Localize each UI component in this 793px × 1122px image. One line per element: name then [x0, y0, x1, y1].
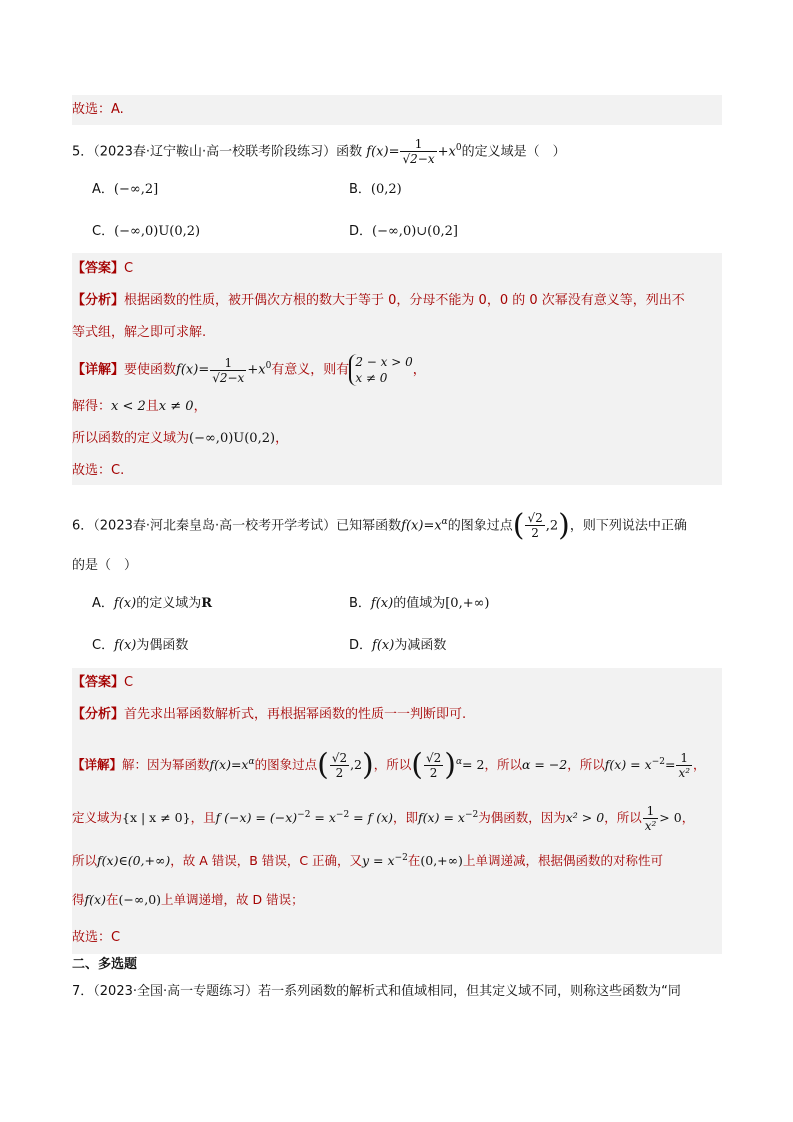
- answer-block-q4: [72, 95, 722, 125]
- q6-point-fraction: [525, 511, 544, 540]
- q5-option-c-label: C．: [92, 224, 115, 239]
- q6-d3-exp: −2: [394, 853, 408, 863]
- q5-system-row1: 2 − x > 0: [355, 355, 413, 369]
- q5-analysis-text1: 根据函数的性质，被开偶次方根的数大于等于 0，分母不能为 0，0 的 0 次幂没有意义等，列出不: [124, 293, 685, 308]
- q6-stem-line1: [72, 506, 687, 542]
- q6-d1-i: −2: [651, 757, 665, 767]
- q6-d2-e3: −2: [464, 810, 479, 820]
- q5-solution-line1: [72, 397, 207, 417]
- q7-number: 7．: [72, 984, 94, 999]
- q6-option-a-math: f(x): [113, 596, 137, 611]
- q6-d2-l: ，所以: [604, 810, 642, 826]
- q6-d4-a: 得: [72, 892, 85, 907]
- q6-option-b-text: 的值域为: [393, 596, 446, 611]
- q5-detail-tag: 【详解】: [72, 362, 125, 378]
- q5-detail-text-a: 要使函数: [124, 362, 177, 378]
- q5-detail-text-c: ，: [412, 362, 426, 378]
- q6-d1-pt-tail: ,2: [350, 757, 363, 773]
- q6-option-c-math: f(x): [114, 638, 137, 653]
- q6-point-right-paren: ): [558, 507, 570, 543]
- q5-sol1-b: x < 2: [111, 399, 146, 414]
- q6-d1-function: f(x)=x: [209, 757, 249, 773]
- q6-option-d-label: D．: [349, 638, 373, 653]
- q6-d1-k-num: 1: [676, 751, 692, 766]
- q6-point-tail: ,2: [545, 518, 559, 534]
- section-title: 二、多选题: [72, 957, 138, 972]
- q5-source: （2023春·辽宁鞍山·高一校联考阶段练习）: [93, 144, 337, 160]
- q6-d1-e: ，所以: [484, 757, 522, 773]
- q5-fraction: [400, 137, 436, 166]
- q5-system-row2: x ≠ 0: [355, 371, 388, 385]
- q5-option-b[interactable]: [349, 180, 402, 200]
- q6-option-c-text: 为偶函数: [136, 638, 189, 653]
- q6-d4-d: (−∞,0): [118, 892, 162, 907]
- q6-d1-rparen2: ): [444, 747, 456, 783]
- q5-plus-term: +x: [437, 144, 456, 160]
- q6-d2-j: 为偶函数，因为: [478, 810, 566, 826]
- q6-d1-lparen2: (: [411, 747, 423, 783]
- q5-option-d-label: D．: [349, 224, 373, 239]
- q5-answer: [72, 259, 133, 279]
- q6-analysis-text: 首先求出幂函数解析式，再根据幂函数的性质一一判断即可.: [124, 707, 467, 722]
- q6-d1-g: ，所以: [567, 757, 605, 773]
- q6-d1-c: ，所以: [373, 757, 412, 773]
- q6-d1-k-frac: [676, 751, 692, 780]
- q6-d2-frac-den: x²: [644, 819, 657, 834]
- q6-option-a-set: R: [201, 596, 213, 611]
- q6-d2-n: ，: [681, 810, 695, 826]
- q6-d2-c: ，且: [190, 810, 216, 826]
- q4-final-answer: 故选：A.: [72, 102, 124, 117]
- q6-stem-text-b: 的图象过点: [447, 518, 513, 534]
- q6-stem-text-c: ，则下列说法中正确: [569, 518, 687, 534]
- q6-d2-d: f (−x) = (−x): [215, 810, 298, 826]
- q6-d3-b: f(x)∈(0,+∞): [97, 853, 171, 869]
- q5-analysis-line2: 等式组，解之即可求解.: [72, 325, 207, 340]
- q5-number: 5．: [72, 144, 94, 160]
- q5-option-d[interactable]: [349, 222, 458, 242]
- q7-source: （2023·全国·高一专题练习）: [93, 984, 259, 999]
- q5-detail-line: [72, 354, 426, 386]
- q6-d4-c: 在: [105, 892, 119, 907]
- q5-option-c-text: (−∞,0)U(0,2): [114, 224, 201, 239]
- q6-detail-line3: [72, 848, 663, 871]
- q6-analysis-tag: 【分析】: [72, 707, 125, 722]
- q6-d2-frac: [643, 804, 659, 833]
- q5-sol2-c: ，: [275, 431, 289, 446]
- q6-option-a-text: 的定义域为: [136, 596, 202, 611]
- q6-answer: [72, 673, 133, 693]
- q6-d2-g: = f (x): [349, 810, 394, 826]
- q5-detail-fraction: [210, 356, 246, 385]
- q6-d1-pt-num: √2: [331, 751, 348, 766]
- q5-detail-exp: 0: [265, 361, 272, 372]
- q6-d1-b: 的图象过点: [254, 757, 318, 773]
- q6-d2-b: {x | x ≠ 0}: [122, 810, 191, 826]
- q6-d3-f: (0,+∞): [420, 853, 463, 869]
- q6-d2-e: −2: [297, 810, 311, 820]
- q5-final-answer: 故选：C.: [72, 463, 125, 478]
- q5-inequality-system: [349, 354, 412, 386]
- q5-frac-den: √2−x: [402, 152, 435, 167]
- q6-d1-rparen: ): [362, 747, 374, 783]
- q6-d2-e2: −2: [335, 810, 350, 820]
- q5-option-c[interactable]: [92, 222, 200, 242]
- q5-sol1-e: ，: [193, 399, 207, 414]
- q6-d1-pt-den: 2: [335, 766, 344, 781]
- q5-sol1-a: 解得：: [72, 399, 112, 414]
- q5-detail-plus: +x: [247, 362, 266, 378]
- q6-d1-base-frac: [424, 751, 443, 780]
- q6-stem-text-a: 已知幂函数: [336, 518, 402, 534]
- q5-sol2-a: 所以函数的定义域为: [72, 431, 190, 446]
- q7-stem-text: 若一系列函数的解析式和值域相同，但其定义域不同，则称这些函数为“同: [258, 984, 681, 999]
- q6-d2-frac-num: 1: [643, 804, 659, 819]
- q5-function: f(x)=: [366, 144, 400, 160]
- q5-sol1-d: x ≠ 0: [158, 399, 194, 414]
- q6-d3-d: y = x: [362, 853, 395, 869]
- q6-d2-f: = x: [310, 810, 336, 826]
- q5-option-a-label: A．: [92, 182, 114, 197]
- q5-answer-tag: 【答案】: [72, 261, 125, 276]
- q6-d1-f: α = −2: [521, 757, 568, 773]
- q6-d1-h: f(x) = x: [604, 757, 652, 773]
- q6-stem-line2: 的是（ ）: [72, 558, 138, 573]
- q6-d2-a: 定义域为: [72, 810, 123, 826]
- q6-d3-c: ，故 A 错误，B 错误，C 正确，又: [170, 853, 363, 869]
- q6-final-answer: 故选：C: [72, 930, 121, 945]
- q6-number: 6．: [72, 518, 94, 534]
- q5-detail-frac-den: √2−x: [212, 370, 245, 385]
- q5-detail-text-b: 有意义，则有: [271, 362, 350, 378]
- q6-point-num: √2: [527, 511, 543, 526]
- q5-sol1-c: 且: [145, 399, 159, 414]
- q6-d1-alpha: α: [248, 757, 255, 767]
- q6-option-c[interactable]: [92, 636, 188, 656]
- q6-option-b-interval: [0,+∞): [445, 596, 490, 611]
- q6-d2-k: x² > 0: [565, 810, 605, 826]
- q5-solution-line2: [72, 429, 288, 449]
- q6-option-a-label: A．: [92, 596, 114, 611]
- q6-d1-j: =: [664, 757, 676, 773]
- q6-d1-point-frac: [330, 751, 349, 780]
- q5-option-a-text: (−∞,2]: [113, 182, 159, 197]
- q6-d1-base-num: √2: [425, 751, 442, 766]
- q6-d3-e: 在: [407, 853, 421, 869]
- q6-detail-tag: 【详解】: [72, 757, 123, 773]
- q6-d1-lparen: (: [317, 747, 329, 783]
- q6-detail-line1: [72, 745, 706, 782]
- q5-detail-function: f(x)=: [176, 362, 210, 378]
- q6-option-b-math: f(x): [370, 596, 394, 611]
- q6-d1-a: 解：因为幂函数: [122, 757, 210, 773]
- q7-stem: [72, 982, 681, 1002]
- q5-detail-frac-num: 1: [210, 356, 246, 371]
- q5-answer-value: C: [124, 261, 134, 276]
- q6-d2-i: f(x) = x: [418, 810, 465, 826]
- q6-d2-m: > 0: [659, 810, 682, 826]
- q5-option-d-text: (−∞,0)∪(0,2]: [372, 224, 458, 239]
- q6-option-c-label: C．: [92, 638, 115, 653]
- q5-stem-text: 函数: [336, 144, 363, 160]
- q6-option-b-label: B．: [349, 596, 371, 611]
- q5-stem: [72, 136, 566, 166]
- q6-d3-g: 上单调递减，根据偶函数的对称性可: [462, 853, 663, 869]
- q5-option-a[interactable]: [92, 180, 158, 200]
- q6-detail-line2: [72, 800, 694, 833]
- q6-alpha: α: [441, 517, 448, 527]
- q6-analysis-line: [72, 705, 466, 725]
- q6-answer-tag: 【答案】: [72, 675, 125, 690]
- q6-answer-value: C: [124, 675, 134, 690]
- q6-d4-b: f(x): [84, 892, 106, 907]
- q5-analysis-tag: 【分析】: [72, 293, 125, 308]
- q5-analysis-line1: [72, 291, 685, 311]
- q5-exponent: 0: [455, 143, 462, 153]
- q6-d1-l: ，: [693, 757, 706, 773]
- q6-d3-a: 所以: [72, 853, 98, 869]
- q6-d1-k-den: x²: [678, 766, 691, 781]
- q6-d1-d: = 2: [462, 757, 485, 773]
- q6-option-d[interactable]: [349, 636, 446, 656]
- q6-d4-e: 上单调递增，故 D 错误；: [161, 892, 304, 907]
- q6-d1-base-den: 2: [429, 766, 438, 781]
- q6-option-a[interactable]: [92, 594, 212, 614]
- q6-source: （2023春·河北秦皇岛·高一校考开学考试）: [93, 518, 337, 534]
- q6-point-left-paren: (: [512, 507, 525, 543]
- q6-detail-line4: [72, 890, 304, 910]
- q5-frac-num: 1: [400, 137, 436, 152]
- q6-option-d-text: 为减函数: [394, 638, 447, 653]
- q6-option-d-math: f(x): [372, 638, 395, 653]
- q5-sol2-b: (−∞,0)U(0,2): [189, 431, 276, 446]
- q6-function: f(x)=x: [401, 518, 442, 534]
- q5-option-b-label: B．: [349, 182, 371, 197]
- q6-option-b[interactable]: [349, 594, 490, 614]
- q6-point-den: 2: [531, 526, 539, 541]
- q5-stem-end: 的定义域是（ ）: [461, 144, 566, 160]
- q5-option-b-text: (0,2): [370, 182, 402, 197]
- q6-d1-alpha2: α: [455, 757, 463, 767]
- q6-d2-h: ，即: [393, 810, 419, 826]
